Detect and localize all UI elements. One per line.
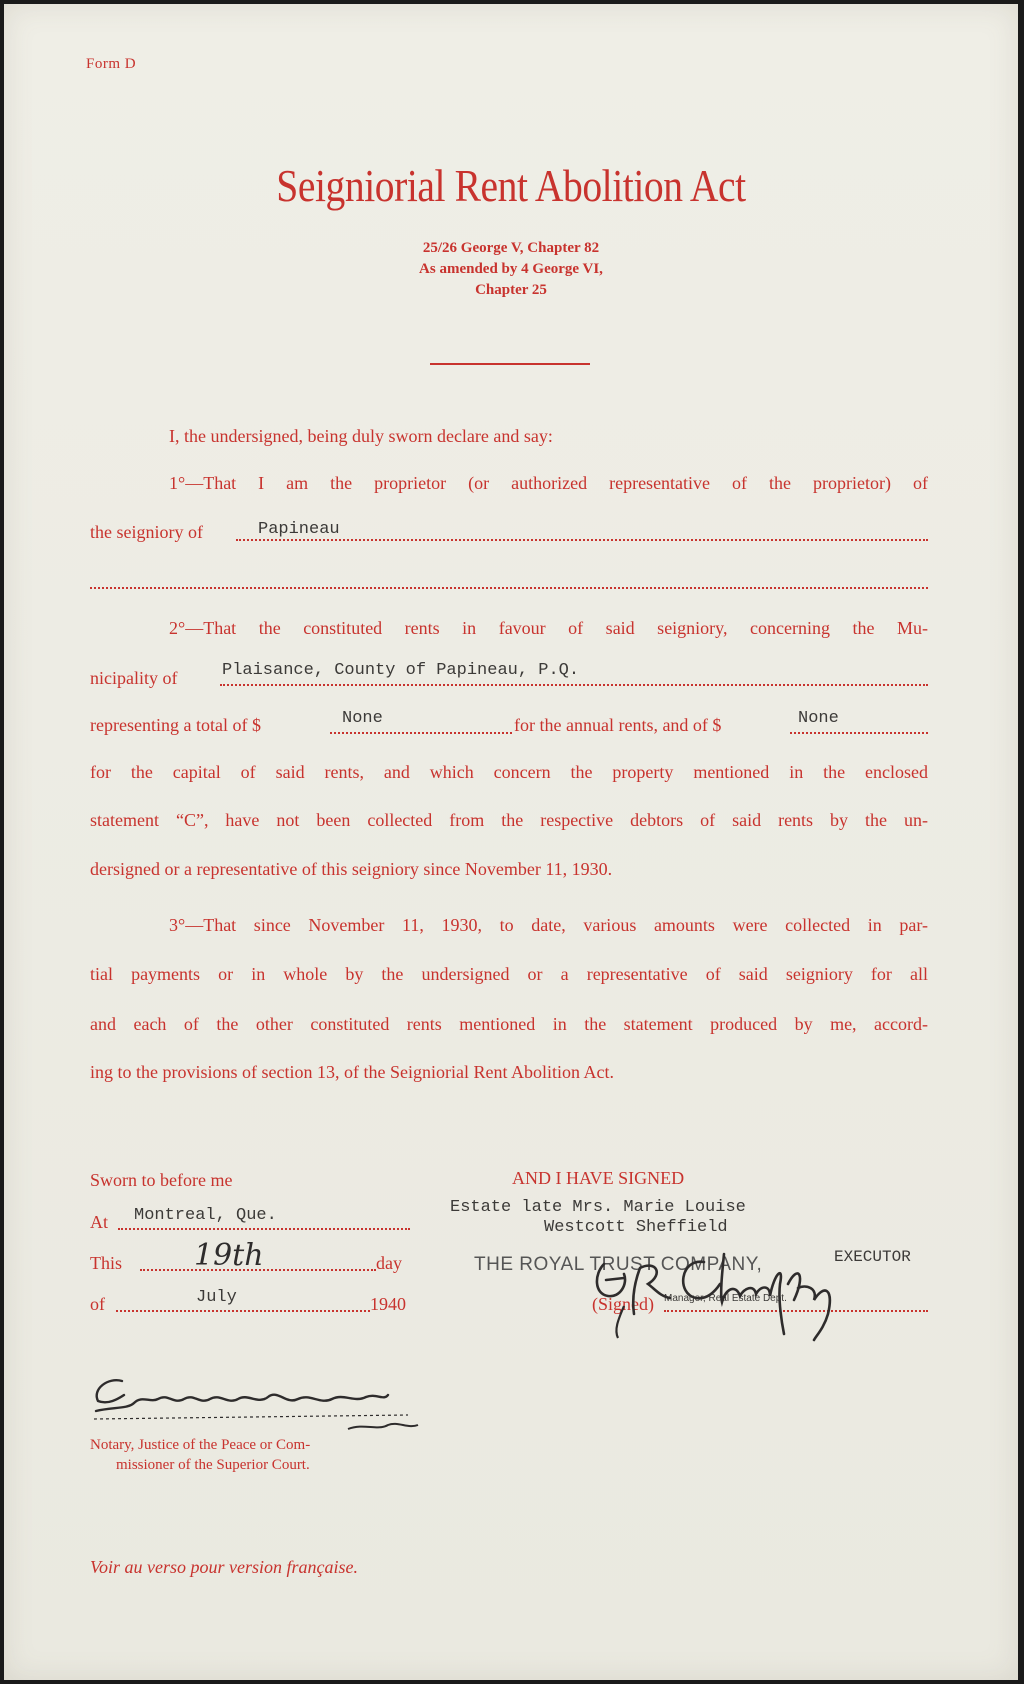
seigniory-label: the seigniory of [90, 522, 203, 542]
this-label: This [90, 1253, 123, 1273]
year-label: 1940 [370, 1294, 406, 1314]
municipality-field[interactable]: Plaisance, County of Papineau, P.Q. [222, 661, 580, 680]
notary-caption [90, 1435, 310, 1475]
subtitle-line-3: Chapter 25 [475, 282, 547, 298]
document-subtitle [4, 238, 1018, 301]
paragraph-2-line-1: 2°—That the constituted rents in favour of said seigniory, concerning the Mu- [169, 618, 928, 638]
french-version-note: Voir au verso pour version française. [90, 1557, 358, 1577]
paragraph-2-line-5: statement “C”, have not been collected from the respective debtors of said rents by the un- [90, 810, 928, 830]
executor-signature [584, 1244, 844, 1344]
municipality-label: nicipality of [90, 668, 178, 688]
signed-label: (Signed) [592, 1294, 654, 1314]
annual-total-label: representing a total of $ [90, 715, 261, 735]
seigniory-dotted-line [236, 539, 928, 541]
seigniory-field[interactable]: Papineau [258, 520, 340, 539]
at-label: At [90, 1212, 108, 1232]
estate-name-line-2: Westcott Sheffield [544, 1218, 728, 1237]
paragraph-2-line-4: for the capital of said rents, and which concern the property mentioned in the enclosed [90, 762, 928, 782]
day-label: day [376, 1253, 402, 1273]
notary-signature [88, 1359, 468, 1439]
annual-total-field[interactable]: None [342, 709, 383, 728]
executor-label: EXECUTOR [834, 1248, 911, 1266]
month-field[interactable]: July [196, 1288, 237, 1307]
sworn-label: Sworn to before me [90, 1170, 233, 1190]
paragraph-3-line-4: ing to the provisions of section 13, of the Seigniorial Rent Abolition Act. [90, 1062, 614, 1082]
paragraph-2-line-6: dersigned or a representative of this seigniory since November 11, 1930. [90, 859, 613, 879]
notary-caption-line-1: Notary, Justice of the Peace or Com- [90, 1437, 311, 1453]
signed-heading: AND I HAVE SIGNED [512, 1168, 685, 1188]
paragraph-3-line-2: tial payments or in whole by the undersigned or a representative of said seigniory for all [90, 964, 928, 984]
paragraph-3-line-3: and each of the other constituted rents mentioned in the statement produced by me, accord- [90, 1014, 928, 1034]
notary-caption-line-2: missioner of the Superior Court. [116, 1457, 310, 1473]
capital-total-field[interactable]: None [798, 709, 839, 728]
declaration-intro: I, the undersigned, being duly sworn declare and say: [169, 426, 553, 446]
capital-total-label: for the annual rents, and of $ [514, 715, 722, 735]
subtitle-line-1: 25/26 George V, Chapter 82 [422, 240, 600, 256]
form-label: Form D [86, 56, 137, 72]
month-dotted-line [116, 1310, 370, 1312]
subtitle-line-2: As amended by 4 George VI, [419, 261, 603, 277]
document-title: Seigniorial Rent Abolition Act [276, 160, 746, 211]
signer-title: Manager, Real Estate Dept. [664, 1293, 787, 1304]
municipality-dotted-line [220, 684, 928, 686]
seigniory-continuation-line [90, 587, 928, 589]
company-stamp: THE ROYAL TRUST COMPANY, [474, 1254, 763, 1275]
paragraph-1-line-1: 1°—That I am the proprietor (or authorized representative of the proprietor) of [169, 473, 928, 493]
day-field[interactable]: 19th [194, 1238, 264, 1273]
of-label: of [90, 1294, 105, 1314]
title-divider [430, 363, 590, 365]
annual-total-dotted-line [330, 732, 512, 734]
capital-total-dotted-line [790, 732, 928, 734]
document-page [4, 4, 1018, 1680]
place-field[interactable]: Montreal, Que. [134, 1206, 277, 1225]
estate-name-line-1: Estate late Mrs. Marie Louise [450, 1198, 746, 1217]
at-dotted-line [118, 1228, 410, 1230]
paragraph-3-line-1: 3°—That since November 11, 1930, to date, various amounts were collected in par- [169, 915, 928, 935]
